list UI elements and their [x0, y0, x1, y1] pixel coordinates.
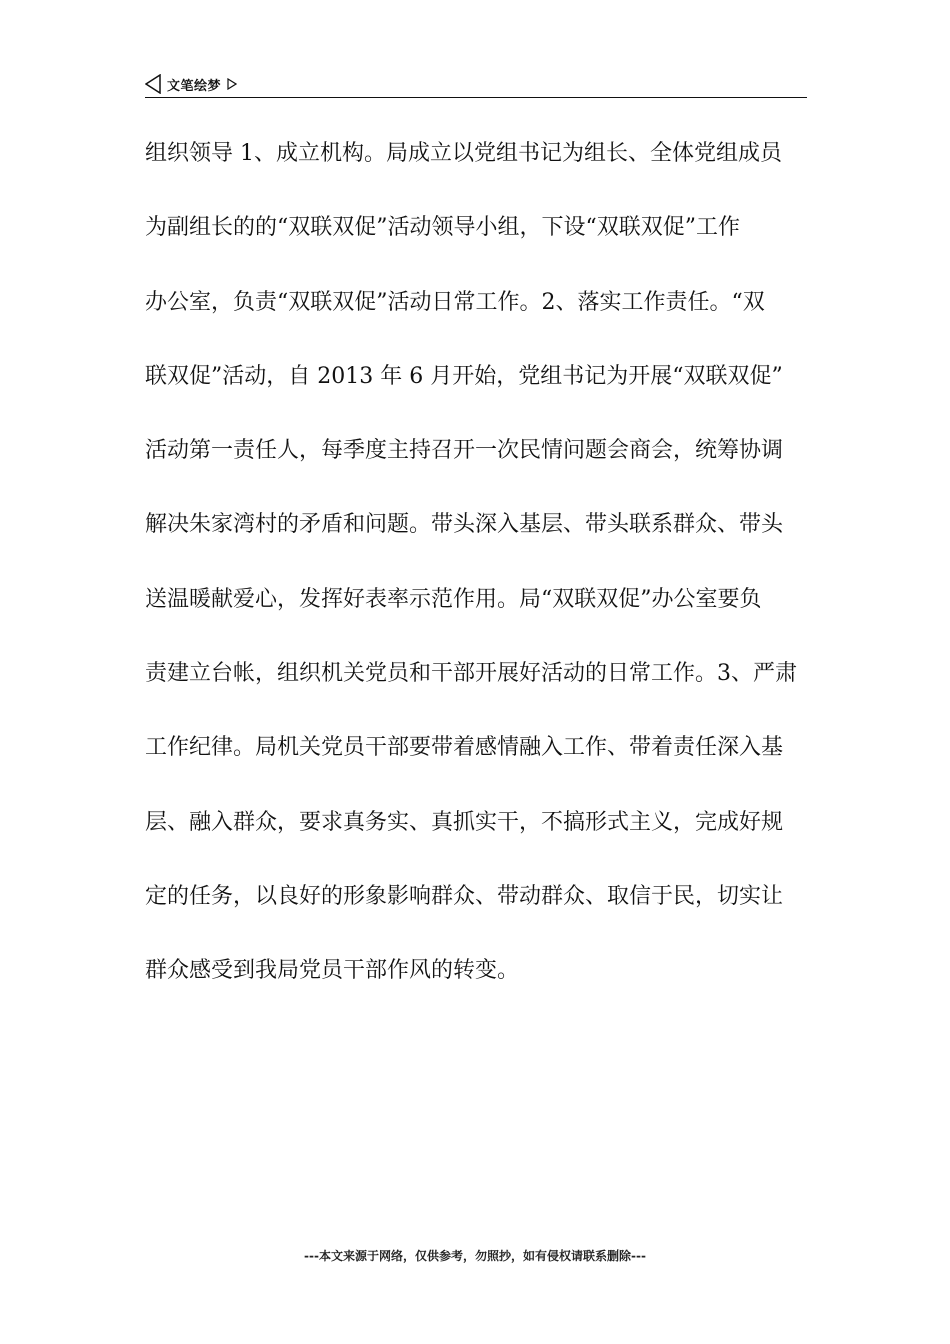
body-line: 责建立台帐，组织机关党员和干部开展好活动的日常工作。3、严肃: [145, 661, 797, 687]
body-line: 办公室，负责“双联双促”活动日常工作。2、落实工作责任。“双: [145, 289, 765, 315]
body-line: 联双促”活动，自 2013 年 6 月开始，党组书记为开展“双联双促”: [145, 363, 783, 389]
triangle-left-outline-icon: [145, 74, 161, 94]
body-line: 送温暖献爱心，发挥好表率示范作用。局“双联双促”办公室要负: [145, 586, 762, 612]
body-line: 组织领导 1、成立机构。局成立以党组书记为组长、全体党组成员: [145, 141, 782, 166]
body-line: 群众感受到我局党员干部作风的转变。: [145, 958, 520, 984]
body-line: 活动第一责任人，每季度主持召开一次民情问题会商会，统筹协调: [145, 438, 784, 464]
body-line: 解决朱家湾村的矛盾和问题。带头深入基层、带头联系群众、带头: [145, 512, 784, 538]
document-body: [145, 120, 807, 1012]
body-line: 为副组长的的“双联双促”活动领导小组，下设“双联双促”工作: [145, 215, 740, 241]
body-line: 定的任务，以良好的形象影响群众、带动群众、取信于民，切实让: [145, 883, 784, 909]
body-line: 层、融入群众，要求真务实、真抓实干，不搞形式主义，完成好规: [145, 809, 784, 835]
header-row: [145, 72, 807, 96]
page-footer-disclaimer: ---本文来源于网络，仅供参考，勿照抄，如有侵权请联系删除---: [304, 1249, 646, 1263]
body-line: 工作纪律。局机关党员干部要带着感情融入工作、带着责任深入基: [145, 735, 784, 761]
page-header: [145, 72, 807, 98]
header-divider: [145, 97, 807, 98]
header-title: 文笔绘梦: [167, 78, 222, 94]
triangle-right-outline-icon: [227, 75, 237, 87]
